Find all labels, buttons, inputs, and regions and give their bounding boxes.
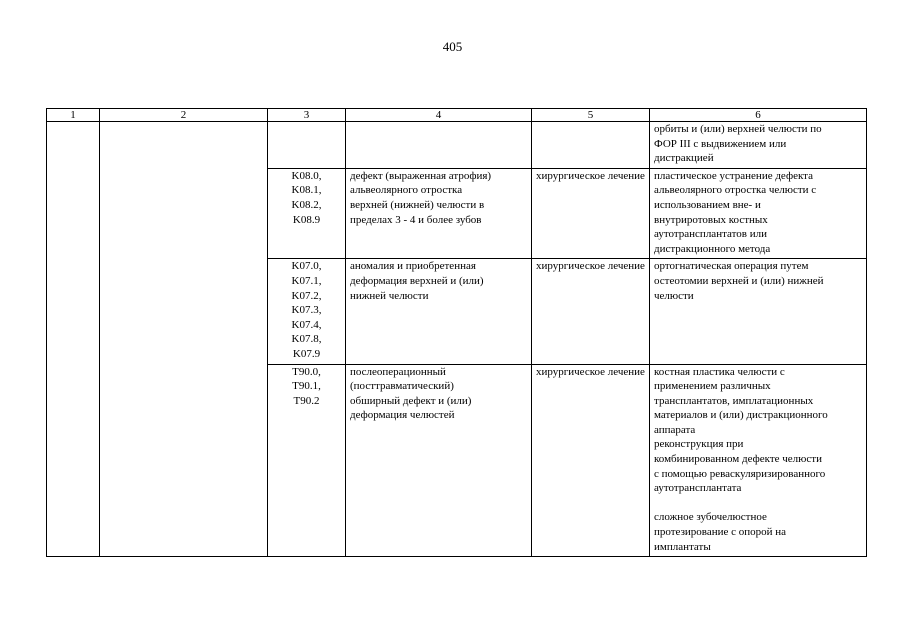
text-line: пределах 3 - 4 и более зубов xyxy=(350,213,482,226)
text-line: аппарата xyxy=(654,423,696,436)
method-cell xyxy=(650,364,867,557)
text-line: реконструкция при xyxy=(654,438,744,451)
text-line: дистракцией xyxy=(654,152,714,165)
text-line: применением различных xyxy=(654,380,771,393)
method-cell xyxy=(650,259,867,364)
text-line: дефект (выраженная атрофия) xyxy=(350,169,492,182)
text-line: аномалия и приобретенная xyxy=(350,260,476,273)
condition-cell xyxy=(346,122,532,169)
text-line: (посттравматический) xyxy=(350,380,454,393)
page-number: 405 xyxy=(442,39,463,54)
text-line: использованием вне- и xyxy=(654,198,761,211)
diagnosis-codes xyxy=(268,168,346,259)
column-header: 1 xyxy=(47,109,100,122)
text-line: K08.1, xyxy=(291,184,322,197)
text-line: сложное зубочелюстное xyxy=(654,511,767,524)
column-header: 2 xyxy=(100,109,268,122)
text-line: с помощью реваскуляризированного xyxy=(654,467,826,480)
diagnosis-codes xyxy=(268,259,346,364)
text-line: протезирование с опорой на xyxy=(654,526,787,539)
text-line: K08.9 xyxy=(292,213,321,226)
table-row xyxy=(47,122,867,169)
treatment-cell: хирургическое лечение xyxy=(532,364,650,557)
condition-cell xyxy=(346,168,532,259)
paragraph-gap xyxy=(654,496,862,511)
header-row xyxy=(47,109,867,122)
text-line: K08.2, xyxy=(291,198,322,211)
text-line: деформация верхней и (или) xyxy=(350,274,484,287)
condition-cell xyxy=(346,259,532,364)
text-line: остеотомии верхней и (или) нижней xyxy=(654,274,824,287)
text-line: K07.1, xyxy=(291,274,322,287)
column-header: 6 xyxy=(650,109,867,122)
text-line: деформация челюстей xyxy=(350,409,455,422)
text-line: костная пластика челюсти с xyxy=(654,365,785,378)
text-line: альвеолярного отростка xyxy=(350,184,463,197)
column-2-cell xyxy=(100,122,268,557)
column-header: 4 xyxy=(346,109,532,122)
text-line: нижней челюсти xyxy=(350,289,429,302)
text-line: трансплантатов, имплатационных xyxy=(654,394,814,407)
text-line: верхней (нижней) челюсти в xyxy=(350,198,485,211)
treatment-cell: хирургическое лечение xyxy=(532,259,650,364)
medical-procedures-table xyxy=(46,108,867,557)
column-header: 3 xyxy=(268,109,346,122)
text-line: T90.2 xyxy=(293,394,320,407)
text-line: послеоперационный xyxy=(350,365,446,378)
treatment-cell: хирургическое лечение xyxy=(532,168,650,259)
text-line: материалов и (или) дистракционного xyxy=(654,409,828,422)
text-line: комбинированном дефекте челюсти xyxy=(654,453,822,466)
text-line: K07.2, xyxy=(291,289,322,302)
text-line: пластическое устранение дефекта xyxy=(654,169,813,182)
text-line: дистракционного метода xyxy=(654,242,771,255)
text-line: K07.9 xyxy=(292,347,321,360)
text-line: аутотрансплантатов или xyxy=(654,228,767,241)
text-line: T90.1, xyxy=(292,380,321,393)
text-line: K08.0, xyxy=(291,169,322,182)
text-line: K07.3, xyxy=(291,304,322,317)
treatment-cell xyxy=(532,122,650,169)
text-line: обширный дефект и (или) xyxy=(350,394,472,407)
method-cell xyxy=(650,168,867,259)
diagnosis-codes xyxy=(268,364,346,557)
column-1-cell xyxy=(47,122,100,557)
text-line: альвеолярного отростка челюсти с xyxy=(654,184,817,197)
text-line: K07.4, xyxy=(291,318,322,331)
method-cell xyxy=(650,122,867,169)
text-line: имплантаты xyxy=(654,540,711,553)
text-line: K07.8, xyxy=(291,333,322,346)
diagnosis-codes xyxy=(268,122,346,169)
condition-cell xyxy=(346,364,532,557)
column-header: 5 xyxy=(532,109,650,122)
text-line: аутотрансплантата xyxy=(654,482,742,495)
text-line: K07.0, xyxy=(291,260,322,273)
text-line: ортогнатическая операция путем xyxy=(654,260,809,273)
text-line: внутриротовых костных xyxy=(654,213,768,226)
text-line: орбиты и (или) верхней челюсти по xyxy=(654,123,822,135)
text-line: ФОР III с выдвижением или xyxy=(654,137,787,150)
text-line: T90.0, xyxy=(292,365,321,378)
text-line: челюсти xyxy=(654,289,694,302)
